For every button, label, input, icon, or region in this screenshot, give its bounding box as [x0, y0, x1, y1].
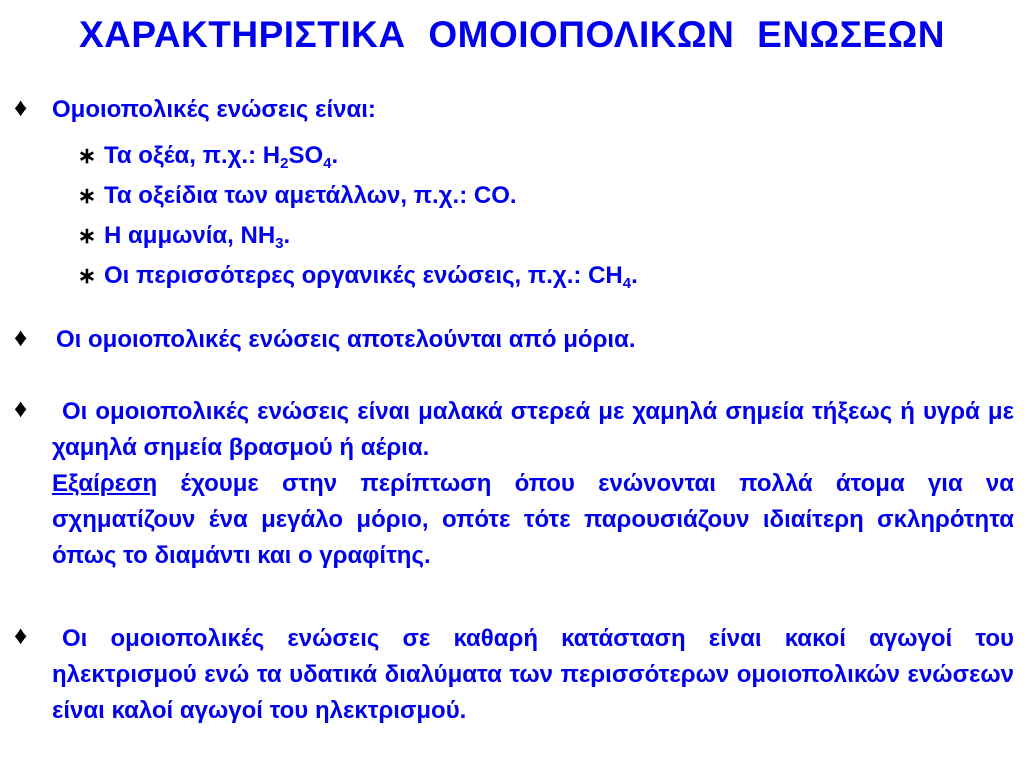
section1-heading: Ομοιοπολικές ενώσεις είναι:	[52, 96, 376, 123]
diamond-bullet-icon: ♦	[14, 620, 28, 650]
diamond-bullet-icon: ♦	[14, 322, 28, 352]
asterisk-bullet-icon: ∗	[77, 263, 97, 288]
section4-text: Οι ομοιοπολικές ενώσεις σε καθαρή κατάσταση είναι κακοί αγωγοί του ηλεκτρισμού ενώ τα υδατικά διαλύματα των περισσότερων ομοιοπολικών ενώσεων είναι καλοί αγωγοί του ηλεκτρισμού.	[52, 625, 1014, 724]
diamond-bullet-icon: ♦	[14, 393, 28, 423]
list-item: ∗ Τα οξείδια των αμετάλλων, π.χ.: CO.	[77, 182, 517, 209]
section2-text: Οι ομοιοπολικές ενώσεις αποτελούνται από μόρια.	[56, 326, 636, 353]
section3-text: Οι ομοιοπολικές ενώσεις είναι μαλακά στερεά με χαμηλά σημεία τήξεως ή υγρά με χαμηλά σημεία βρασμού ή αέρια.	[52, 398, 1014, 461]
list-item: ∗ Η αμμωνία, $NH_3$.	[77, 222, 291, 252]
section3-paragraph	[52, 394, 1014, 574]
asterisk-bullet-icon: ∗	[77, 143, 97, 168]
exception-label: Εξαίρεση	[52, 470, 158, 497]
list-item: ∗ Τα οξέα, π.χ.: $H_2SO_4$.	[77, 142, 339, 172]
section4-paragraph	[52, 621, 1014, 729]
asterisk-bullet-icon: ∗	[77, 183, 97, 208]
slide-title: ΧΑΡΑΚΤΗΡΙΣΤΙΚΑ ΟΜΟΙΟΠΟΛΙΚΩΝ ΕΝΩΣΕΩΝ	[79, 14, 945, 55]
diamond-bullet-icon: ♦	[14, 92, 28, 122]
asterisk-bullet-icon: ∗	[77, 223, 97, 248]
exception-text: έχουμε στην περίπτωση όπου ενώνονται πολλά άτομα για να σχηματίζουν ένα μεγάλο μόριο, οπότε τότε παρουσιάζουν ιδιαίτερη σκληρότητα όπως το διαμάντι και ο γραφίτης.	[52, 470, 1014, 569]
list-item: ∗ Οι περισσότερες οργανικές ενώσεις, π.χ.: $CH_4$.	[77, 262, 638, 292]
